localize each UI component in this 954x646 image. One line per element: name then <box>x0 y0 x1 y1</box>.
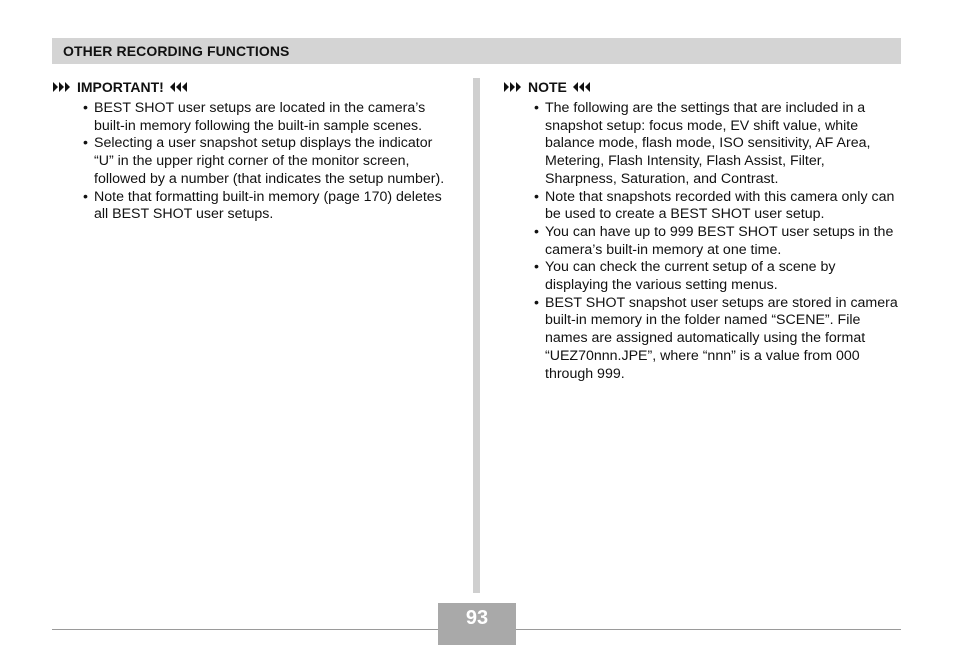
bullet-dot: • <box>534 259 539 276</box>
list-item <box>52 100 452 135</box>
list-item <box>503 224 898 259</box>
bullet-dot: • <box>534 100 539 116</box>
triple-arrow-right-icon <box>52 81 72 93</box>
list-item-text: Note that formatting built-in memory (page 170) deletes all BEST SHOT user setups. <box>94 188 442 223</box>
list-item <box>503 259 898 294</box>
important-column <box>52 78 452 224</box>
bullet-dot: • <box>534 294 539 311</box>
important-list <box>52 100 452 224</box>
bullet-dot: • <box>83 100 88 116</box>
list-item-text: Selecting a user snapshot setup displays the indicator “U” in the upper right corner of the monitor screen, followed by a number (that indicates the setup number). <box>94 135 445 187</box>
note-heading <box>503 78 898 96</box>
list-item-text: BEST SHOT user setups are located in the camera’s built-in memory following the built-in sample scenes. <box>94 100 426 134</box>
bullet-dot: • <box>534 223 539 240</box>
list-item-text: The following are the settings that are included in a snapshot setup: focus mode, EV shift value, white balance mode, flash mode, ISO sensitivity, AF Area, Metering, Flash Intensity, Flash Assist, Filter, Sharpness, Saturation, and Contrast. <box>545 100 871 187</box>
column-divider <box>473 78 480 593</box>
triple-arrow-right-icon <box>503 81 523 93</box>
bullet-dot: • <box>534 188 539 205</box>
triple-arrow-left-icon <box>572 81 592 93</box>
note-list <box>503 100 898 383</box>
list-item-text: You can have up to 999 BEST SHOT user setups in the camera’s built-in memory at one time. <box>545 223 894 258</box>
section-header-band <box>52 38 901 64</box>
important-heading <box>52 78 452 96</box>
list-item-text: You can check the current setup of a scene by displaying the various setting menus. <box>545 259 836 294</box>
page-number-box <box>438 603 516 645</box>
bullet-dot: • <box>83 135 88 152</box>
note-label: NOTE <box>528 79 567 95</box>
list-item-text: BEST SHOT snapshot user setups are stored in camera built-in memory in the folder named “SCENE”. File names are assigned automatically using the format “UEZ70nnn.JPE”, where “nnn” is a value from 000 through 999. <box>545 294 898 382</box>
list-item <box>503 100 898 189</box>
list-item <box>52 189 452 224</box>
important-label: IMPORTANT! <box>77 79 164 95</box>
list-item <box>52 135 452 188</box>
list-item <box>503 189 898 224</box>
triple-arrow-left-icon <box>169 81 189 93</box>
list-item <box>503 295 898 384</box>
page-number: 93 <box>465 607 489 629</box>
note-column <box>503 78 898 383</box>
section-title: OTHER RECORDING FUNCTIONS <box>63 43 290 59</box>
bullet-dot: • <box>83 188 88 205</box>
list-item-text: Note that snapshots recorded with this camera only can be used to create a BEST SHOT user setup. <box>545 188 895 223</box>
